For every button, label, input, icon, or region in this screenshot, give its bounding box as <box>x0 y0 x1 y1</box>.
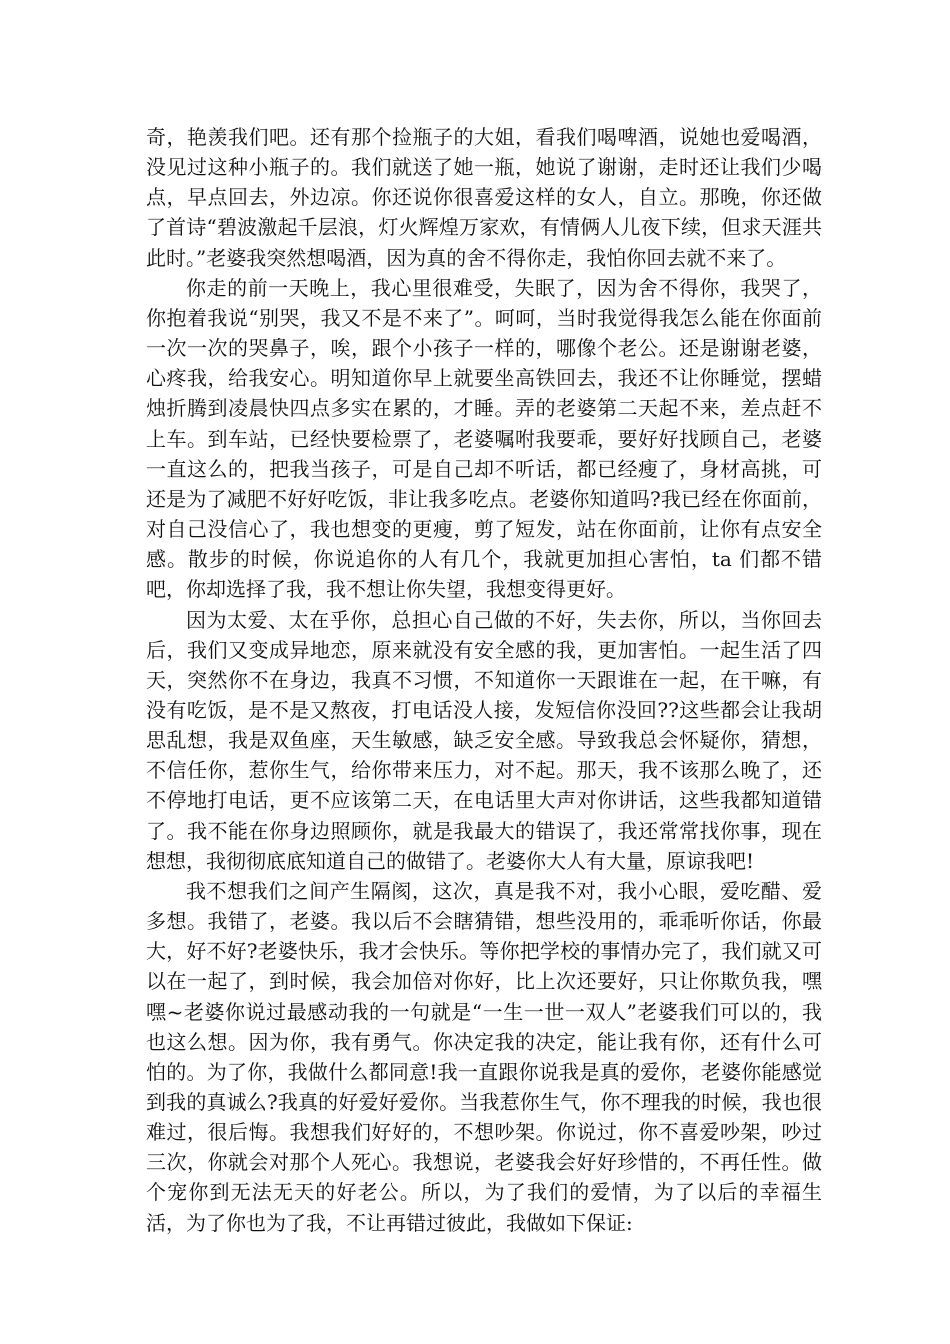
paragraph-1: 奇，艳羡我们吧。还有那个捡瓶子的大姐，看我们喝啤酒，说她也爱喝酒，没见过这种小瓶子的。我们就送了她一瓶，她说了谢谢，走时还让我们少喝点，早点回去，外边凉。你还说你很喜爱这样的女人，自立。那晚，你还做了首诗“碧波激起千层浪，灯火辉煌万家欢，有情俩人儿夜下续，但求天涯共此时。”老婆我突然想喝酒，因为真的舍不得你走，我怕你回去就不来了。 <box>146 125 822 270</box>
letter-body <box>146 122 822 1238</box>
paragraph-4: 我不想我们之间产生隔阂，这次，真是我不对，我小心眼，爱吃醋、爱多想。我错了，老婆。我以后不会瞎猜错，想些没用的，乖乖听你话，你最大，好不好?老婆快乐，我才会快乐。等你把学校的事情办完了，我们就又可以在一起了，到时候，我会加倍对你好，比上次还要好，只让你欺负我，嘿嘿~老婆你说过最感动我的一句就是“一生一世一双人”老婆我们可以的，我也这么想。因为你，我有勇气。你决定我的决定，能让我有你，还有什么可怕的。为了你，我做什么都同意!我一直跟你说我是真的爱你，老婆你能感觉到我的真诚么?我真的好爱好爱你。当我惹你生气，你不理我的时候，我也很难过，很后悔。我想我们好好的，不想吵架。你说过，你不喜爱吵架，吵过三次，你就会对那个人死心。我想说，老婆我会好好珍惜的，不再任性。做个宠你到无法无天的好老公。所以，为了我们的爱情，为了以后的幸福生活，为了你也为了我，不让再错过彼此，我做如下保证: <box>146 878 822 1235</box>
paragraph-2: 你走的前一天晚上，我心里很难受，失眠了，因为舍不得你，我哭了，你抱着我说“别哭，我又不是不来了”。呵呵，当时我觉得我怎么能在你面前一次一次的哭鼻子，唉，跟个小孩子一样的，哪像个老公。还是谢谢老婆，心疼我，给我安心。明知道你早上就要坐高铁回去，我还不让你睡觉，摆蜡烛折腾到凌晨快四点多实在累的，才睡。弄的老婆第二天起不来，差点赶不上车。到车站，已经快要检票了，老婆嘱咐我要乖，要好好找顾自己，老婆一直这么的，把我当孩子，可是自己却不听话，都已经瘦了，身材高挑，可还是为了减肥不好好吃饭，非让我多吃点。老婆你知道吗?我已经在你面前，对自己没信心了，我也想变的更瘦，剪了短发，站在你面前，让你有点安全感。散步的时候，你说追你的人有几个，我就更加担心害怕，ta 们都不错吧，你却选择了我，我不想让你失望，我想变得更好。 <box>146 275 822 602</box>
paragraph-3: 因为太爱、太在乎你，总担心自己做的不好，失去你，所以，当你回去后，我们又变成异地恋，原来就没有安全感的我，更加害怕。一起生活了四天，突然你不在身边，我真不习惯，不知道你一天跟谁在一起，在干嘛，有没有吃饭，是不是又熬夜，打电话没人接，发短信你没回??这些都会让我胡思乱想，我是双鱼座，天生敏感，缺乏安全感。导致我总会怀疑你，猜想，不信任你，惹你生气，给你带来压力，对不起。那天，我不该那么晚了，还不停地打电话，更不应该第二天，在电话里大声对你讲话，这些我都知道错了。我不能在你身边照顾你，就是我最大的错误了，我还常常找你事，现在想想，我彻彻底底知道自己的做错了。老婆你大人有大量，原谅我吧! <box>146 607 822 873</box>
